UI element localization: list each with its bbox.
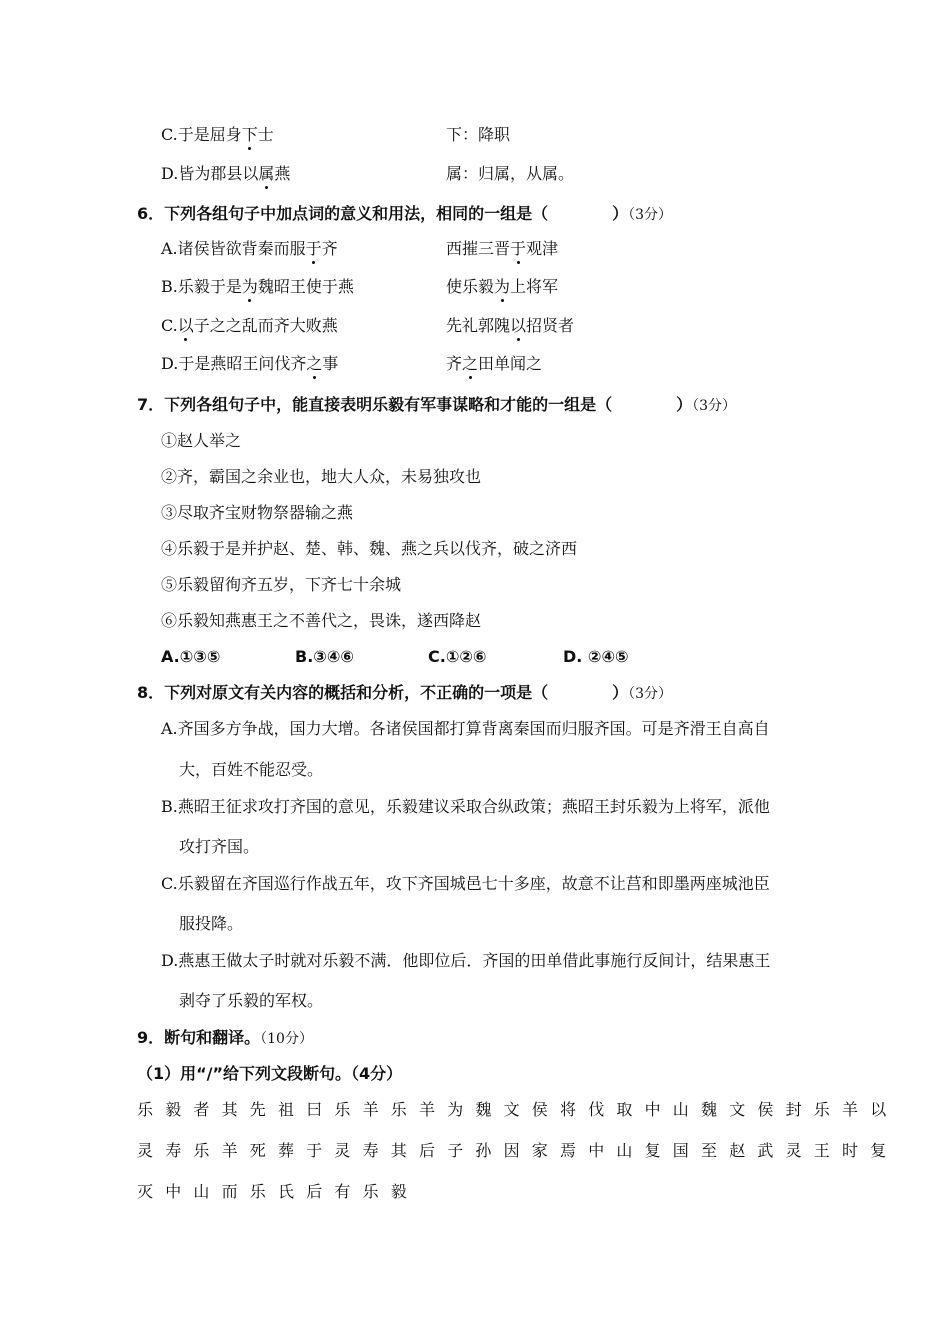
q7-item: ①赵人举之 <box>161 431 242 450</box>
q7-item: ②齐，霸国之余业也，地大人众，未易独攻也 <box>161 467 482 486</box>
q8-option-a-line2: 大，百姓不能忍受。 <box>179 760 324 779</box>
q6-option-b-pair: 使乐毅为上将军 <box>446 277 559 296</box>
q7-item: ⑥乐毅知燕惠王之不善代之，畏诛，遂西降赵 <box>161 611 482 630</box>
q8-option-c-line1: C.乐毅留在齐国巡行作战五年，攻下齐国城邑七十多座，故意不让莒和即墨两座城池臣 <box>161 874 770 893</box>
q5-option-c-gloss: 下：降职 <box>446 125 511 144</box>
emphasis-dot-word: 之 <box>462 354 479 373</box>
q8-option-a-line1: A.齐国多方争战，国力大增。各诸侯国都打算背离秦国而归服齐国。可是齐滑王自高自 <box>161 719 770 738</box>
q6-option-c: C.以子之之乱而齐大败燕 <box>161 316 338 335</box>
q5-option-d: D.皆为郡县以属燕 <box>161 164 291 183</box>
q7-stem: 7．下列各组句子中，能直接表明乐毅有军事谋略和才能的一组是（ ）（3分） <box>137 395 737 414</box>
q7-choice-d: D. ②④⑤ <box>563 647 629 666</box>
passage-row-3: 灭中山而乐氏后有乐毅 <box>137 1182 420 1201</box>
emphasis-dot-word: 以 <box>510 316 527 335</box>
q8-option-c-line2: 服投降。 <box>179 914 244 933</box>
q9-stem: 9．断句和翻译。（10分） <box>137 1028 313 1047</box>
q8-option-b-line1: B.燕昭王征求攻打齐国的意见，乐毅建议采取合纵政策；燕昭王封乐毅为上将军，派他 <box>161 797 770 816</box>
q8-stem: 8．下列对原文有关内容的概括和分析，不正确的一项是（ ）（3分） <box>137 683 673 702</box>
emphasis-dot-word: 以 <box>177 316 194 335</box>
q5-option-c: C.于是屈身下士 <box>161 125 274 144</box>
passage-row-1: 乐毅者其先祖曰乐羊乐羊为魏文侯将伐取中山魏文侯封乐羊以 <box>137 1100 899 1119</box>
q7-choice-c: C.①②⑥ <box>428 647 487 666</box>
q9-sub1-instruction: （1）用“/”给下列文段断句。（4分） <box>137 1064 403 1083</box>
q5-option-d-gloss: 属：归属，从属。 <box>446 164 575 183</box>
q8-option-d-line1: D.燕惠王做太子时就对乐毅不满．他即位后．齐国的田单借此事施行反间计，结果惠王 <box>161 951 771 970</box>
q6-stem: 6．下列各组句子中加点词的意义和用法，相同的一组是（ ）（3分） <box>137 204 673 223</box>
q7-item: ③尽取齐宝财物祭器输之燕 <box>161 503 354 522</box>
emphasis-dot-word: 属 <box>258 164 275 183</box>
emphasis-dot-word: 为 <box>241 277 258 296</box>
emphasis-dot-word: 于 <box>305 239 322 258</box>
emphasis-dot-word: 于 <box>510 239 527 258</box>
passage-row-2: 灵寿乐羊死葬于灵寿其后子孙因家焉中山复国至赵武灵王时复 <box>137 1141 899 1160</box>
q8-option-d-line2: 剥夺了乐毅的军权。 <box>179 991 324 1010</box>
q6-option-b: B.乐毅于是为魏昭王使于燕 <box>161 277 354 296</box>
q7-choice-b: B.③④⑥ <box>295 647 354 666</box>
q6-option-c-pair: 先礼郭隗以招贤者 <box>446 316 575 335</box>
q7-item: ④乐毅于是并护赵、楚、韩、魏、燕之兵以伐齐，破之济西 <box>161 539 578 558</box>
q6-option-a-pair: 西摧三晋于观津 <box>446 239 559 258</box>
q6-option-a: A.诸侯皆欲背秦而服于齐 <box>161 239 338 258</box>
emphasis-dot-word: 下 <box>241 125 258 144</box>
q6-option-d-pair: 齐之田单闻之 <box>446 354 543 373</box>
emphasis-dot-word: 为 <box>494 277 511 296</box>
q6-option-d: D.于是燕昭王问伐齐之事 <box>161 354 339 373</box>
q7-item: ⑤乐毅留徇齐五岁，下齐七十余城 <box>161 575 402 594</box>
q7-choice-a: A.①③⑤ <box>161 647 221 666</box>
emphasis-dot-word: 之 <box>306 354 323 373</box>
q8-option-b-line2: 攻打齐国。 <box>179 837 260 856</box>
